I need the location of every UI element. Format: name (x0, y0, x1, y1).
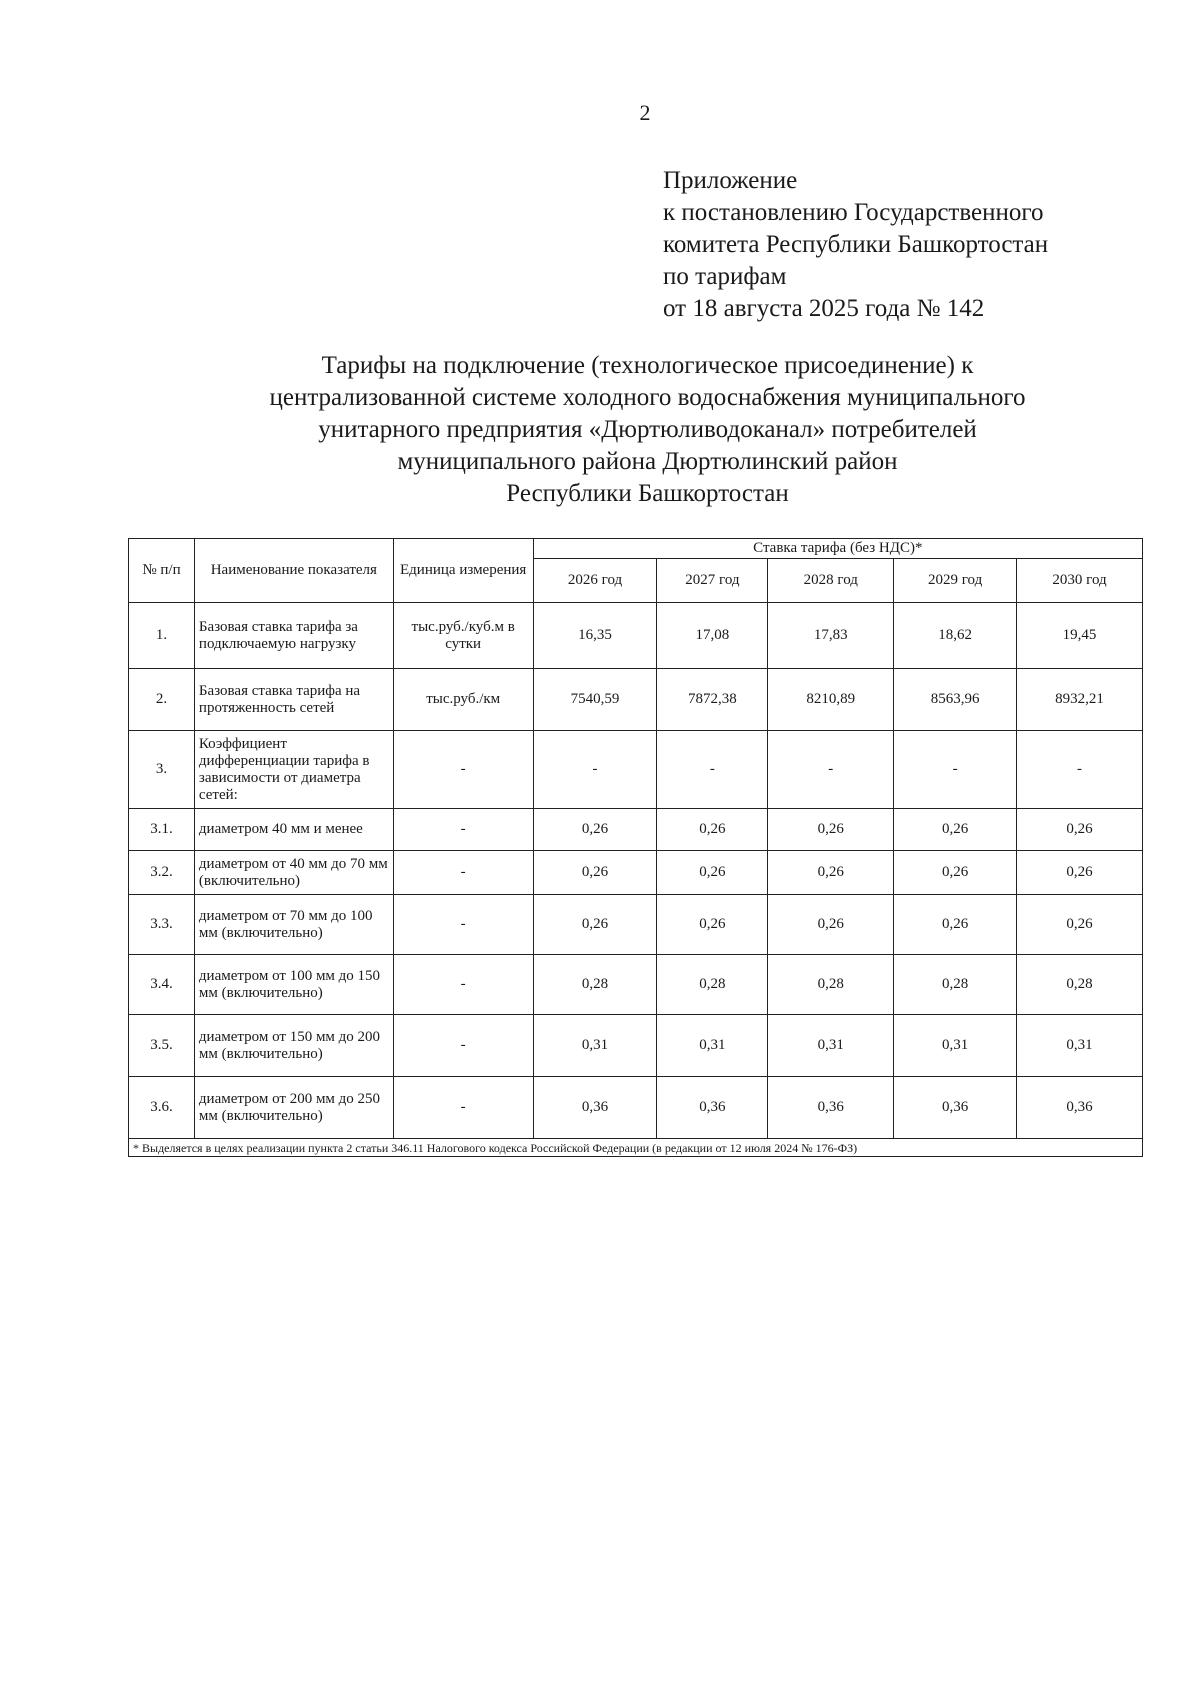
row-value: 0,31 (1017, 1015, 1143, 1077)
appendix-line: по тарифам (663, 263, 787, 290)
row-value: 7872,38 (657, 669, 768, 731)
row-name: Базовая ставка тарифа на протяженность сетей (194, 669, 393, 731)
row-value: 0,36 (1017, 1077, 1143, 1139)
row-value: 0,31 (894, 1015, 1017, 1077)
row-value: 0,26 (533, 895, 657, 955)
header-year: 2029 год (894, 559, 1017, 603)
page-number: 2 (639, 100, 651, 125)
row-name: диаметром от 100 мм до 150 мм (включительно) (194, 955, 393, 1015)
row-value: 0,31 (533, 1015, 657, 1077)
title-line: Республики Башкортостан (506, 480, 789, 507)
table-row (129, 809, 1143, 851)
row-value: 0,31 (657, 1015, 768, 1077)
tariff-table (128, 538, 1143, 1157)
row-unit: тыс.руб./куб.м в сутки (393, 603, 533, 669)
row-value: 0,28 (657, 955, 768, 1015)
table-row (129, 1077, 1143, 1139)
title-line: унитарного предприятия «Дюртюливодоканал» потребителей (318, 416, 977, 443)
appendix-line: Приложение (663, 167, 798, 194)
header-unit: Единица измерения (393, 539, 533, 603)
appendix-line: к постановлению Государственного (663, 199, 1044, 226)
row-value: 7540,59 (533, 669, 657, 731)
table-row (129, 955, 1143, 1015)
row-value: - (533, 731, 657, 809)
row-name: диаметром 40 мм и менее (194, 809, 393, 851)
row-value: 0,28 (768, 955, 894, 1015)
row-unit: - (393, 851, 533, 895)
row-value: 0,36 (894, 1077, 1017, 1139)
row-unit: - (393, 1077, 533, 1139)
header-year: 2026 год (533, 559, 657, 603)
row-value: 0,28 (533, 955, 657, 1015)
row-value: 0,26 (533, 809, 657, 851)
header-year: 2028 год (768, 559, 894, 603)
row-number: 2. (129, 669, 195, 731)
row-value: 0,36 (657, 1077, 768, 1139)
row-value: 17,83 (768, 603, 894, 669)
row-value: 0,36 (533, 1077, 657, 1139)
title-line: Тарифы на подключение (технологическое присоединение) к (321, 352, 974, 379)
row-unit: - (393, 955, 533, 1015)
header-num: № п/п (129, 539, 195, 603)
row-unit: тыс.руб./км (393, 669, 533, 731)
header-year: 2030 год (1017, 559, 1143, 603)
row-value: - (657, 731, 768, 809)
row-value: 18,62 (894, 603, 1017, 669)
row-value: 0,26 (894, 851, 1017, 895)
row-value: 0,26 (533, 851, 657, 895)
row-name: диаметром от 200 мм до 250 мм (включительно) (194, 1077, 393, 1139)
row-number: 1. (129, 603, 195, 669)
row-value: 0,26 (768, 895, 894, 955)
row-value: 8932,21 (1017, 669, 1143, 731)
table-row (129, 1015, 1143, 1077)
title-line: централизованной системе холодного водоснабжения муниципального (269, 384, 1026, 411)
row-number: 3.1. (129, 809, 195, 851)
row-value: 17,08 (657, 603, 768, 669)
row-name: Коэффициент дифференциации тарифа в зависимости от диаметра сетей: (194, 731, 393, 809)
title-line: муниципального района Дюртюлинский район (397, 448, 898, 475)
row-number: 3. (129, 731, 195, 809)
appendix-line: от 18 августа 2025 года № 142 (663, 295, 985, 322)
row-name: диаметром от 70 мм до 100 мм (включительно) (194, 895, 393, 955)
header-rate: Ставка тарифа (без НДС)* (533, 539, 1142, 559)
row-value: 0,26 (1017, 895, 1143, 955)
row-unit: - (393, 809, 533, 851)
row-number: 3.5. (129, 1015, 195, 1077)
row-value: 0,36 (768, 1077, 894, 1139)
row-value: - (1017, 731, 1143, 809)
row-number: 3.3. (129, 895, 195, 955)
row-unit: - (393, 731, 533, 809)
row-value: 0,26 (768, 851, 894, 895)
row-value: 16,35 (533, 603, 657, 669)
row-value: 8210,89 (768, 669, 894, 731)
row-value: 0,26 (657, 809, 768, 851)
row-value: 0,28 (894, 955, 1017, 1015)
row-value: 19,45 (1017, 603, 1143, 669)
table-row (129, 669, 1143, 731)
table-row (129, 603, 1143, 669)
row-value: 0,26 (657, 851, 768, 895)
header-year: 2027 год (657, 559, 768, 603)
row-value: 0,31 (768, 1015, 894, 1077)
row-value: 0,26 (657, 895, 768, 955)
row-value: - (894, 731, 1017, 809)
row-value: 0,26 (894, 809, 1017, 851)
row-unit: - (393, 895, 533, 955)
row-number: 3.4. (129, 955, 195, 1015)
table-footnote: * Выделяется в целях реализации пункта 2 статьи 346.11 Налогового кодекса Российской Федерации (в редакции от 12 июля 2024 № 176-ФЗ) (129, 1139, 1143, 1157)
appendix-block (663, 165, 1048, 325)
row-value: 8563,96 (894, 669, 1017, 731)
table-row (129, 731, 1143, 809)
table-row (129, 895, 1143, 955)
row-name: диаметром от 40 мм до 70 мм (включительно) (194, 851, 393, 895)
row-unit: - (393, 1015, 533, 1077)
row-value: 0,26 (894, 895, 1017, 955)
row-value: 0,28 (1017, 955, 1143, 1015)
appendix-line: комитета Республики Башкортостан (663, 231, 1049, 258)
row-name: диаметром от 150 мм до 200 мм (включительно) (194, 1015, 393, 1077)
row-value: - (768, 731, 894, 809)
row-value: 0,26 (1017, 809, 1143, 851)
header-name: Наименование показателя (194, 539, 393, 603)
row-value: 0,26 (1017, 851, 1143, 895)
row-number: 3.2. (129, 851, 195, 895)
row-name: Базовая ставка тарифа за подключаемую нагрузку (194, 603, 393, 669)
row-number: 3.6. (129, 1077, 195, 1139)
document-title (160, 350, 1135, 510)
row-value: 0,26 (768, 809, 894, 851)
table-row (129, 851, 1143, 895)
